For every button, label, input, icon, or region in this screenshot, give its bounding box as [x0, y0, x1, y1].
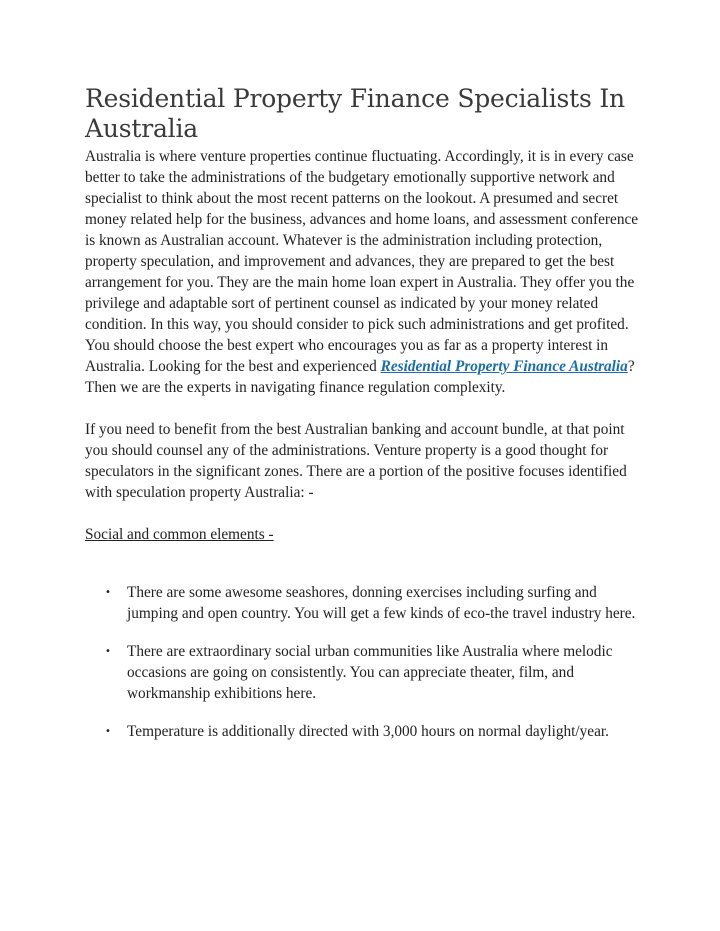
- document-title: Residential Property Finance Specialists In Australia: [85, 84, 625, 143]
- intro-paragraph: [85, 146, 645, 398]
- intro-text-end: ? Then we are the experts in navigating finance regulation complexity.: [85, 358, 635, 396]
- residential-property-finance-link[interactable]: Residential Property Finance Australia: [380, 358, 628, 375]
- elements-list: [85, 582, 645, 742]
- bullet-icon: •: [105, 646, 111, 657]
- document-page: [85, 84, 645, 759]
- bullet-icon: •: [105, 587, 111, 598]
- intro-text: Australia is where venture properties continue fluctuating. Accordingly, it is in every case better to take the administrations of the budgetary emotionally supportive network and specialist to think about the most recent patterns on the lookout. A presumed and secret money related help for the business, advances and home loans, and assessment conference is known as Australian account. Whatever is the administration including protection, property speculation, and improvement and advances, they are prepared to get the best arrangement for you. They are the main home loan expert in Australia. They offer you the privilege and adaptable sort of pertinent counsel as indicated by your money related condition. In this way, you should consider to pick such administrations and get profited. You should choose the best expert who encourages you as far as a property interest in Australia. Looking for the best and experienced: [85, 148, 639, 375]
- list-item-text: There are some awesome seashores, donning exercises including surfing and jumping and open country. You will get a few kinds of eco-the travel industry here.: [127, 584, 636, 622]
- section-heading-text: Social and common elements -: [85, 526, 274, 543]
- second-paragraph: If you need to benefit from the best Australian banking and account bundle, at that point you should counsel any of the administrations. Venture property is a good thought for speculators in the significant zones. There are a portion of the positive focuses identified with speculation property Australia: -: [85, 421, 627, 501]
- list-item: [85, 641, 645, 704]
- list-item: [85, 582, 645, 624]
- list-item: [85, 721, 645, 742]
- paragraph-spacer: [85, 503, 645, 524]
- bullet-icon: •: [105, 726, 111, 737]
- list-item-text: There are extraordinary social urban communities like Australia where melodic occasions are going on consistently. You can appreciate theater, film, and workmanship exhibitions here.: [127, 643, 613, 702]
- section-heading: [85, 524, 645, 545]
- paragraph-spacer: [85, 398, 645, 419]
- list-item-text: Temperature is additionally directed with 3,000 hours on normal daylight/year.: [127, 723, 609, 740]
